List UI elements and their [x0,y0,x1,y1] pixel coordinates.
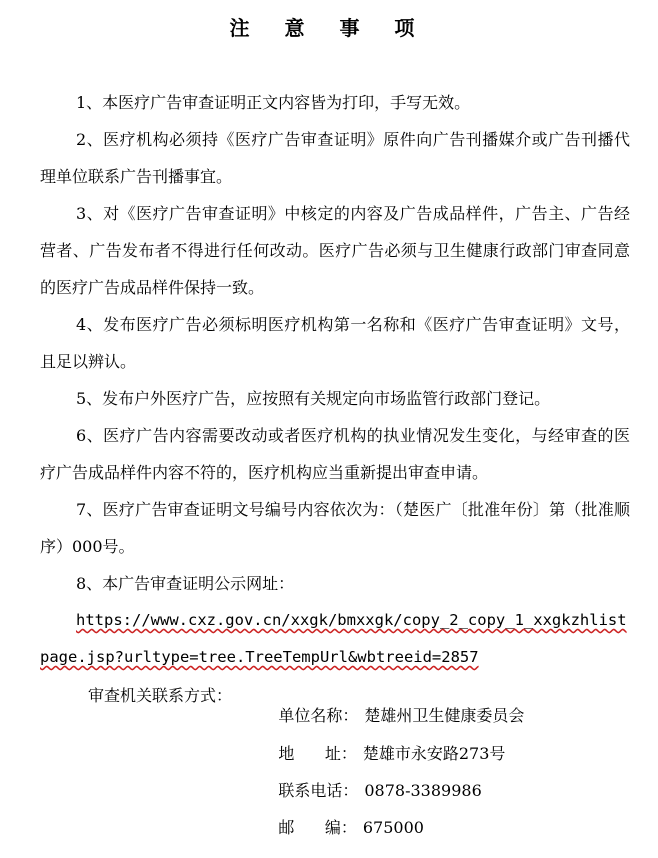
notice-item-5: 5、发布户外医疗广告，应按照有关规定向市场监管行政部门登记。 [76,389,551,408]
contact-postcode-label: 邮 编： [278,818,357,837]
contact-unit-label: 单位名称： [278,706,359,725]
notice-url[interactable] [40,602,632,639]
notice-item-1: 1、本医疗广告审查证明正文内容皆为打印，手写无效。 [76,93,471,112]
notice-item-7: 7、医疗广告审查证明文号编号内容依次为：（楚医广〔批准年份〕第（批准顺序）000号。 [40,500,630,556]
contact-phone-label: 联系电话： [278,781,359,800]
contact-postcode-row [258,798,424,858]
notice-item-2: 2、医疗机构必须持《医疗广告审查证明》原件向广告刊播媒介或广告刊播代理单位联系广告刊播事宜。 [40,130,630,186]
contact-unit-value: 楚雄州卫生健康委员会 [364,706,525,725]
notice-item-3: 3、对《医疗广告审查证明》中核定的内容及广告成品样件，广告主、广告经营者、广告发布者不得进行任何改动。医疗广告必须与卫生健康行政部门审查同意的医疗广告成品样件保持一致。 [40,204,630,297]
notice-url-line-1[interactable]: https://www.cxz.gov.cn/xxgk/bmxxgk/copy_2_copy_1_xxgkzhlist [76,611,627,629]
notice-item-6: 6、医疗广告内容需要改动或者医疗机构的执业情况发生变化，与经审查的医疗广告成品样件内容不符的，医疗机构应当重新提出审查申请。 [40,426,630,482]
notice-item-4: 4、发布医疗广告必须标明医疗机构第一名称和《医疗广告审查证明》文号，且足以辨认。 [40,315,630,371]
notice-item-8: 8、本广告审查证明公示网址： [76,574,295,593]
contact-postcode-value: 675000 [362,818,424,837]
contact-phone-value: 0878-3389986 [364,781,482,800]
contact-address-value: 楚雄市永安路273号 [362,744,506,763]
notice-url-cont[interactable] [40,639,632,676]
contact-address-label: 地 址： [278,744,357,763]
contact-heading: 审查机关联系方式： [88,686,233,705]
page-title: 注 意 事 项 [229,16,429,40]
notice-url-line-2[interactable]: page.jsp?urltype=tree.TreeTempUrl&wbtreeid=2857 [40,648,479,666]
